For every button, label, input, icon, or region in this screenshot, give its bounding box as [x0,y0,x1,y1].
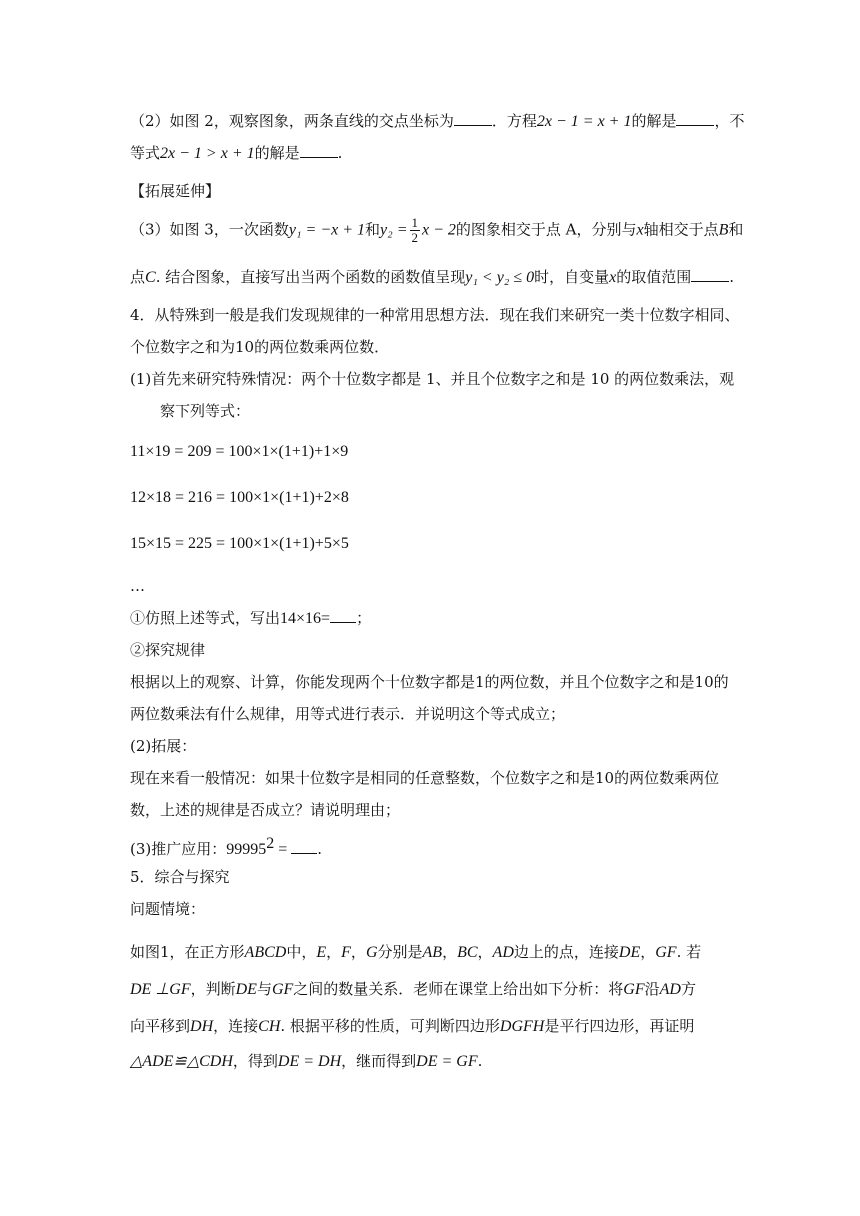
point-B: B [718,221,729,239]
q3-part3-line2 [130,266,734,289]
ellipsis: … [130,577,145,595]
text: ， [442,943,458,961]
function-y1: y₁ = −x + 1 [288,221,366,239]
segment-DE: DE [618,944,641,961]
segment-GF: GF [271,981,294,998]
variable-x: x [609,269,617,286]
text: （3）如图 3，一次函数 [130,220,289,239]
expression: 14×16= [280,610,331,627]
equals: = [274,841,292,858]
q4-line-s7: 数，上述的规律是否成立？请说明理由； [130,801,401,819]
equation: 2x − 1 = x + 1 [536,113,632,130]
equation: DE = GF [416,1053,478,1070]
point-F: F [341,944,351,961]
text: 向平移到 [130,1017,191,1035]
congruence-statement: △ADE≌△CDH [130,1053,233,1070]
text: （2）如图 2，观察图象，两条直线的交点坐标为 [130,112,454,130]
q5-line6 [130,1050,482,1073]
q4-line-s3: 根据以上的观察、计算，你能发现两个十位数字都是1的两位数，并且个位数字之和是10的 [130,673,729,691]
text: . [729,268,735,286]
inequality: y₁ < y₂ ≤ 0 [465,269,535,286]
text: ， [640,943,656,961]
text: ， [326,943,342,961]
text: . [337,144,343,162]
text: 的解是 [254,144,300,162]
segment-GF: GF [623,981,645,998]
point-E: E [316,944,327,961]
text: ，连接 [213,1017,259,1035]
text: 点 [130,268,146,286]
text: 的取值范围 [616,268,692,286]
q3-part2-line2 [130,142,342,165]
answer-blank [691,266,729,282]
text: . [477,1052,483,1070]
point-C: C [145,269,156,286]
q3-part2-line1 [130,110,745,133]
text: . [317,840,323,858]
segment-AB: AB [422,944,443,961]
q3-part3-line1 [130,216,743,245]
text: 如图1，在正方形 [130,943,245,961]
q4-equation-1: 11×19 = 209 = 100×1×(1+1)+1×9 [130,443,349,460]
text: 之间的数量关系．老师在课堂上给出如下分析：将 [293,980,624,998]
q4-part2-title: (2)拓展： [130,737,197,755]
segment-DE: DE [235,981,257,998]
q4-line3: (1)首先来研究特殊情况：两个十位数字都是 1、并且个位数字之和是 10 的两位数乘法，观 [130,370,735,388]
q5-context: 问题情境： [130,900,206,918]
text: . 根据平移的性质，可判断四边形 [280,1017,500,1035]
text: 和 [728,220,744,239]
q4-step1 [130,607,371,630]
perpendicular-condition: DE ⊥GF [130,981,191,998]
text: 等式 [130,144,161,162]
answer-blank [676,110,714,126]
text: 是平行四边形，再证明 [544,1017,695,1035]
answer-blank [291,838,317,854]
exponent: 2 [266,835,275,852]
section-heading: 【拓展延伸】 [130,182,221,200]
q4-part3 [130,833,322,861]
text: 和 [365,220,381,239]
number: 99995 [226,841,267,858]
text: 边上的点，连接 [513,943,619,961]
text: . 若 [676,943,702,961]
text: ，继而得到 [341,1052,417,1070]
point-G: G [365,944,378,961]
q4-line-s4: 两位数乘法有什么规律，用等式进行表示．并说明这个等式成立； [130,705,566,723]
function-y2: y₂ = [380,221,408,239]
q5-title: 5．综合与探究 [130,868,230,886]
text: 与 [256,980,272,998]
segment-AD: AD [659,981,681,998]
text: ，不 [714,112,745,130]
text: 沿 [644,980,660,998]
square-label: ABCD [244,944,287,961]
function-y2-rest: x − 2 [422,221,456,239]
text: ①仿照上述等式，写出 [130,609,281,627]
text: (3)推广应用： [130,840,227,858]
text: 轴相交于点 [643,220,719,239]
text: . 结合图象，直接写出当两个函数的函数值呈现 [155,268,466,286]
text: 中， [286,943,317,961]
text: ．方程 [491,112,537,130]
q5-line5 [130,1015,694,1038]
q4-line-s6: 现在来看一般情况：如果十位数字是相同的任意整数，个位数字之和是10的两位数乘两位 [130,769,720,787]
q4-equation-3: 15×15 = 225 = 100×1×(1+1)+5×5 [130,535,349,552]
q4-line2: 个位数字之和为10的两位数乘两位数． [130,338,390,356]
q4-equation-2: 12×18 = 216 = 100×1×(1+1)+2×8 [130,489,349,506]
text: ，判断 [190,980,236,998]
text: 时，自变量 [534,268,610,286]
fraction-denominator: 2 [411,230,418,245]
segment-GF: GF [655,944,677,961]
answer-blank [330,607,356,623]
text: ， [350,943,366,961]
equation: DE = DH [277,1053,342,1070]
fraction-half [410,216,421,245]
segment-DH: DH [190,1018,214,1035]
text: 方 [680,980,696,998]
segment-CH: CH [258,1018,281,1035]
q5-line3 [130,941,701,964]
q4-step2: ②探究规律 [130,641,206,659]
text: 的图象相交于点 A，分别与 [455,220,637,239]
answer-blank [454,110,492,126]
text: ； [356,609,372,627]
q4-line4: 察下列等式： [160,402,251,420]
segment-AD: AD [492,944,514,961]
quadrilateral-label: DGFH [499,1018,545,1035]
q4-line1: 4．从特殊到一般是我们发现规律的一种常用思想方法．现在我们来研究一类十位数字相同、 [130,306,740,324]
variable-x: x [636,221,644,239]
text: 分别是 [377,943,423,961]
text: ， [477,943,493,961]
answer-blank [300,142,338,158]
segment-BC: BC [457,944,478,961]
text: ，得到 [232,1052,278,1070]
fraction-numerator: 1 [411,215,418,230]
text: 的解是 [631,112,677,130]
inequality: 2x − 1 > x + 1 [160,145,255,162]
q5-line4 [130,978,696,1001]
